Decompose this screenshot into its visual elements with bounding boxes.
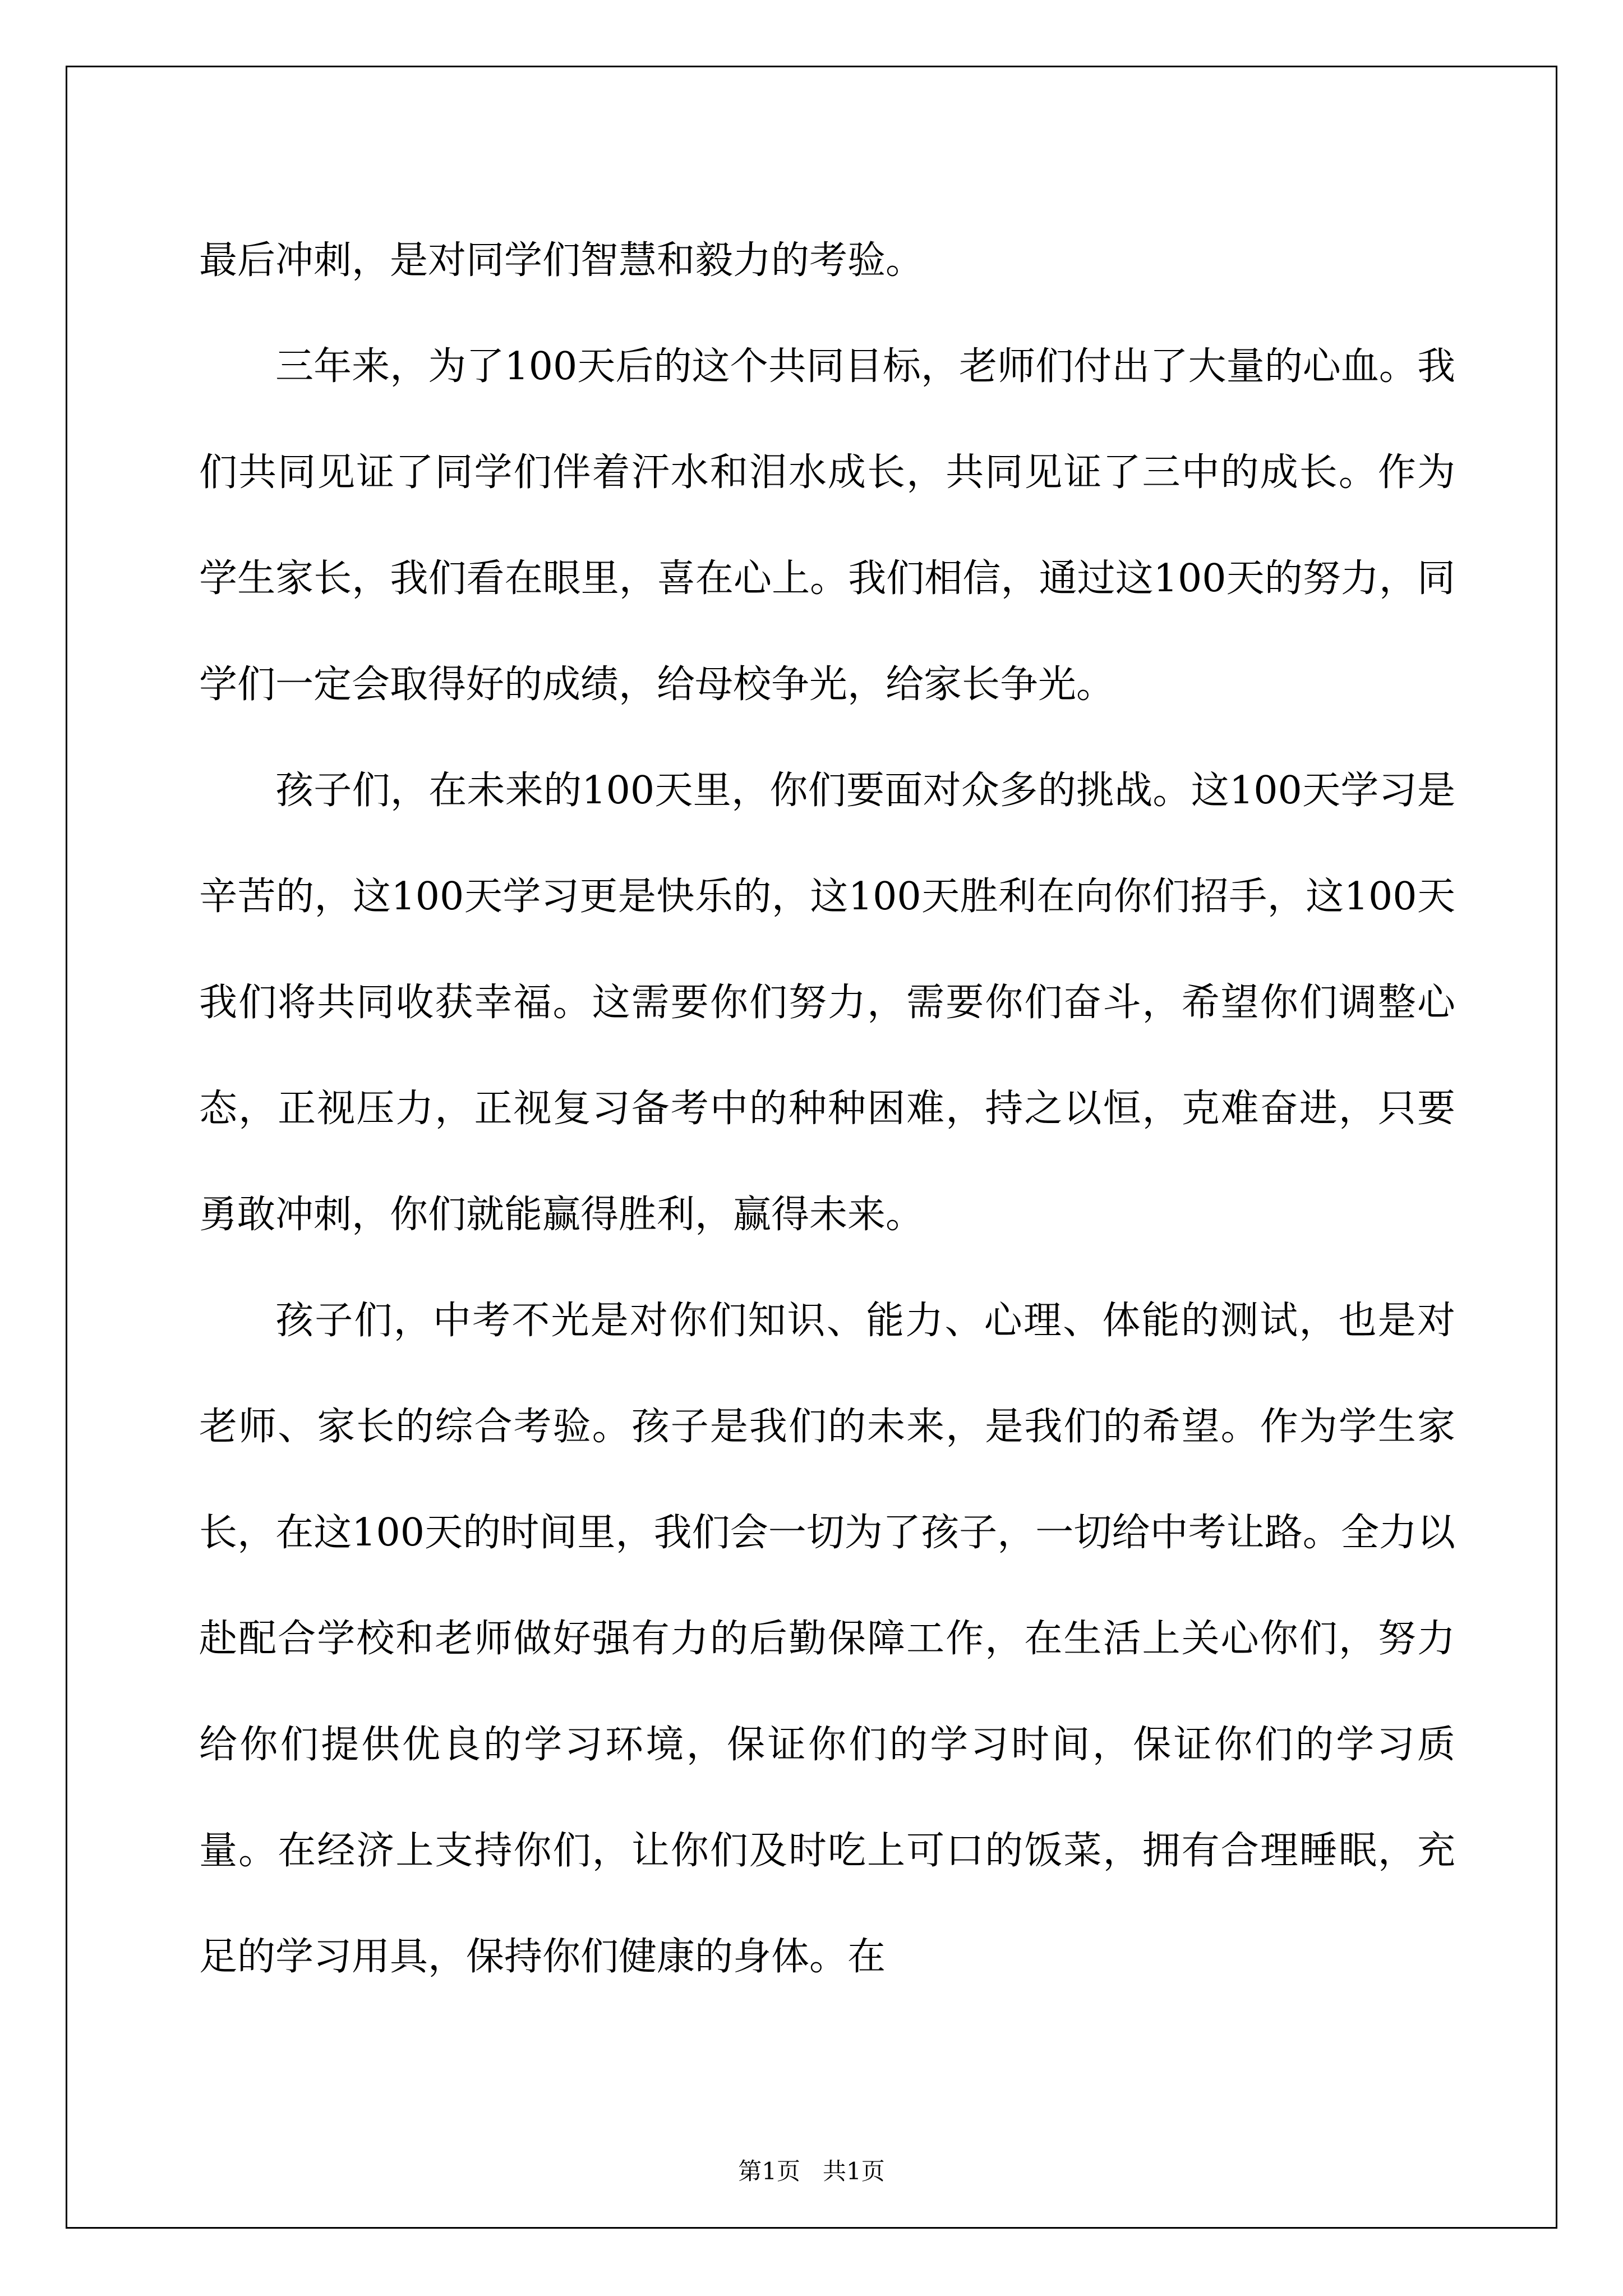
document-body <box>199 208 1455 2010</box>
paragraph-3: 孩子们，在未来的100天里，你们要面对众多的挑战。这100天学习是辛苦的，这100天学习更是快乐的，这100天胜利在向你们招手，这100天我们将共同收获幸福。这需要你们努力，需要你们奋斗，希望你们调整心态，正视压力，正视复习备考中的种种困难，持之以恒，克难奋进，只要勇敢冲刺，你们就能赢得胜利，赢得未来。 <box>199 769 1456 1237</box>
paragraph-1: 最后冲刺，是对同学们智慧和毅力的考验。 <box>199 238 924 283</box>
paragraph-4: 孩子们，中考不光是对你们知识、能力、心理、体能的测试，也是对老师、家长的综合考验。孩子是我们的未来，是我们的希望。作为学生家长，在这100天的时间里，我们会一切为了孩子，一切给中考让路。全力以赴配合学校和老师做好强有力的后勤保障工作，在生活上关心你们，努力给你们提供优良的学习环境，保证你们的学习时间，保证你们的学习质量。在经济上支持你们，让你们及时吃上可口的饭菜，拥有合理睡眠，充足的学习用具，保持你们健康的身体。在 <box>199 1299 1455 1979</box>
page-number-current: 第1页 <box>738 2157 800 2185</box>
paragraph-2: 三年来，为了100天后的这个共同目标，老师们付出了大量的心血。我们共同见证了同学们伴着汗水和泪水成长，共同见证了三中的成长。作为学生家长，我们看在眼里，喜在心上。我们相信，通过这100天的努力，同学们一定会取得好的成绩，给母校争光，给家长争光。 <box>199 344 1455 707</box>
page-number-total: 共1页 <box>823 2157 885 2185</box>
page-footer <box>0 2153 1623 2187</box>
